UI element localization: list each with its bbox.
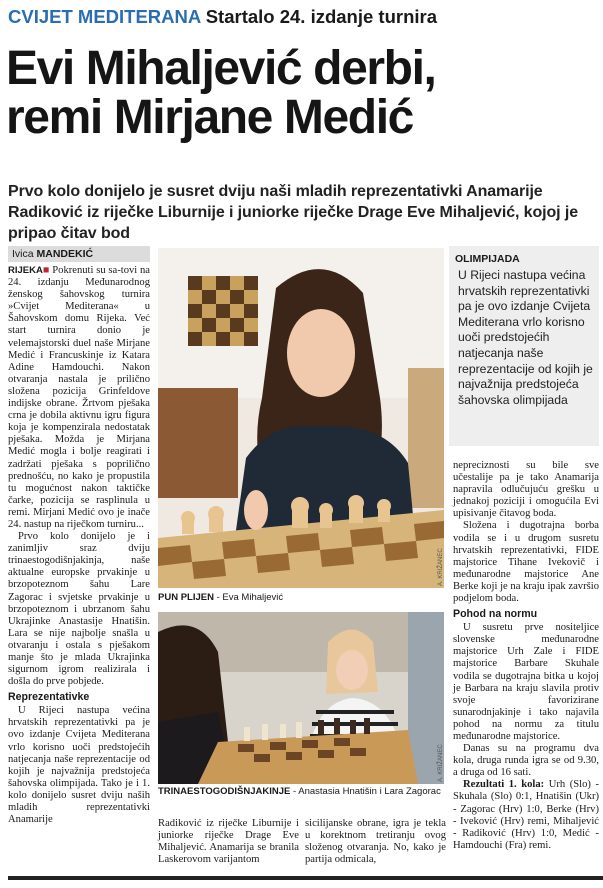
section-kicker — [8, 6, 437, 28]
paragraph: Složena i dugotrajna borba vodila se i u drugom susretu hrvatskih reprezentativki, FIDE majstorice Tihane Ivekovič i međunarodne majstorice Ane Berke koji je na kraju ipak završio podjelom boda. — [453, 520, 599, 605]
results-text: Urh (Slo) - Skuhala (Slo) 0:1, Hnatišin (Ukr) - Zagorac (Hrv) 1:0, Berke (Hrv) - Iveković (Hrv) remi, Mihaljević - Radiković (Hrv) 1:0, Medić - Hamdouchi (Fra) remi. — [453, 779, 599, 851]
results-paragraph — [453, 779, 599, 852]
photo-hnatisin-zagorac — [158, 612, 444, 784]
headline — [6, 44, 602, 142]
photo-caption — [158, 786, 444, 797]
photo-illustration — [158, 612, 444, 784]
paragraph: Prvo kolo donijelo je i zanimljiv sraz dviju trinaestogodišnjakinja, naše aktualne europske prvakinje u brzopoteznom šahu Lare Zagorac i svjetske prvakinje u brzopoteznom i ubrzanom šahu Ukrajinke Anastasije Hnatišin. Lara se nije najbolje snašla u otvaranju i ostala s pješakom manje što je mlada Ukrajinka sigurnom igrom realizirala i došla do prve pobjede. — [8, 531, 150, 688]
caption-label: TRINAESTOGODIŠNJAKINJE — [158, 786, 291, 797]
caption-text: - Anastasia Hnatišin i Lara Zagorac — [290, 786, 441, 797]
headline-line-1: Evi Mihaljević derbi, — [6, 42, 436, 95]
subheading-pohod-na-normu: Pohod na normu — [453, 608, 538, 621]
byline-last-name: MANDEKIĆ — [36, 248, 94, 260]
paragraph: nepreciznosti su bile sve učestalije pa je tako Anamarija napravila odlučujuću grešku u jednakoj poziciji i omogućila Evi upisivanje čitavog boda. — [453, 460, 599, 520]
paragraph: U Rijeci nastupa većina hrvatskih reprezentativki pa je ovo izdanje Cvijeta Mediterana vrlo korisno uoči predstojećih natjecanja naše reprezentacije od kojih je najvažnija predstojeća šahovska olimpijada. Tako je i 1. kolo donijelo susret dviju naših mladih reprezentativki Anamarije — [8, 705, 150, 826]
photo-caption — [158, 592, 444, 603]
lead-paragraph: Prvo kolo donijelo je susret dviju naši mladih reprezentativki Anamarije Radiković iz riječke Liburnije i juniorke riječke Drage Eve Mihaljević, kojoj je pripao čitav bod — [8, 183, 579, 242]
subheading-reprezentativke: Reprezentativke — [8, 691, 90, 704]
headline-line-2: remi Mirjane Medić — [6, 91, 413, 144]
paragraph: Pokrenuti su sa-tovi na 24. izdanju Međunarodnog ženskog šahovskog turnira »Cvijet Mediterana« u Šahovskom domu Rijeka. Već start turnira donio je velemajstorski duel naše Mirjane Medić i Francuskinje iz Katara Adine Hamdouchi. Nakon otvaranja nastala je prilično složena pozicija Grinfeldove indijske obrane. Žrtvom pješaka crna je dobila aktivnu igru figura koja je kompenzirala nedostatak pješaka. Možda je Mirjana Medić mogla i bolje reagirati i zadržati pješaka s poprilično prednošću, no kako je propustila tu mogućnost nakon taktičke čarke, pozicija se rasplinula u remi. Mirjani Medić ovo je inače 24. nastup na riječkom turniru... — [8, 265, 150, 530]
article-column-2: Radiković iz riječke Liburnije i juniorke riječke Drage Eve Mihaljević. Anamarija se branila Laskerovom varijantom — [158, 818, 299, 866]
paragraph: U susretu prve nositeljice slovenske međunarodne majstorice Urh Zale i FIDE majstorice Barbare Skuhale vodila se dugotrajna bitka u kojoj je Barbara na kraju slavila protiv svoje favorizirane sunarodnjakinje i tako najavila pohod na normu za titulu međunarodne majstorice. — [453, 622, 599, 742]
bottom-rule — [8, 876, 603, 880]
photo-credit: A. KRIŽANEC — [438, 744, 444, 782]
caption-text: - Eva Mihaljević — [213, 592, 284, 603]
article-column-1 — [8, 265, 150, 826]
photo-eva-mihaljevic — [158, 248, 444, 588]
article-column-right — [453, 460, 599, 852]
dateline: RIJEKA — [8, 265, 43, 276]
byline-first-name: Ivica — [12, 248, 34, 260]
photo-illustration — [158, 248, 444, 588]
section-name: CVIJET MEDITERANA — [8, 6, 201, 27]
article-column-3: sicilijanske obrane, igra je tekla u korektnom tretiranju ovog složenog otvaranja. No, kako je partija odmicala, — [305, 818, 446, 866]
caption-label: PUN PLIJEN — [158, 592, 214, 603]
paragraph: Danas su na programu dva kola, druga runda igra se od 9.30, a druga od 16 sati. — [453, 743, 599, 779]
results-label: Rezultati 1. kola: — [463, 779, 545, 791]
kicker-subtitle: Startalo 24. izdanje turnira — [205, 6, 438, 27]
byline — [8, 246, 150, 262]
photo-credit: A. KRIŽANEC — [438, 548, 444, 586]
sidebar-text: U Rijeci nastupa većina hrvatskih reprezentativki pa je ovo izdanje Cvijeta Mediterana vrlo korisno uoči predstojećih natjecanja naše reprezentacije od kojih je najvažnija predstojeća šahovska olimpijada — [458, 268, 593, 407]
sidebar-title: OLIMPIJADA — [455, 253, 520, 265]
dateline-marker-icon: ■ — [42, 265, 50, 276]
